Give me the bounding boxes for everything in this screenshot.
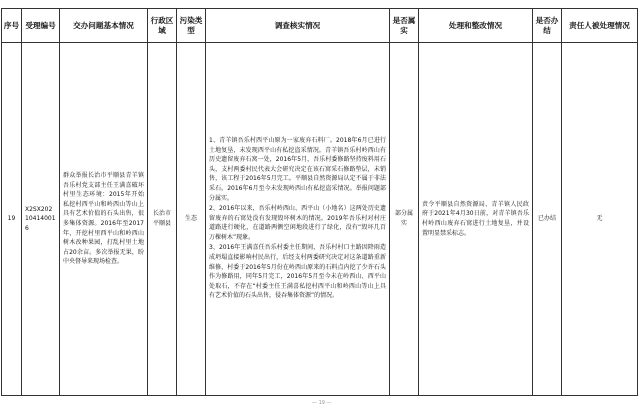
header-survey: 调查核实情况 xyxy=(206,9,390,43)
page-number: — 19 — xyxy=(312,400,332,406)
header-row xyxy=(2,9,638,43)
cell-problem: 群众举报长治市平顺县青羊镇吾乐村党支部主任王满喜破坏村里生态环境：2015年开始私挖村西平山和岭西山等山上具有艺术价值的石头出售，很多集体资源。2016年至2017年，开挖村里西平山和岭西山树木改种果园，打乱村里土地占20余亩。多次举报无果，盼中央督导来现场检查。 xyxy=(60,43,148,396)
cell-seq: 19 xyxy=(2,43,22,396)
header-handling: 处理和整改情况 xyxy=(419,9,533,43)
header-id: 受理编号 xyxy=(22,9,60,43)
header-problem: 交办问题基本情况 xyxy=(60,9,148,43)
cell-id: X2SX202104140016 xyxy=(22,43,60,396)
header-person: 责任人被处理情况 xyxy=(562,9,638,43)
cell-fact: 部分属实 xyxy=(390,43,419,396)
header-closed: 是否办结 xyxy=(533,9,562,43)
header-fact: 是否属实 xyxy=(390,9,419,43)
cell-closed: 已办结 xyxy=(533,43,562,396)
cell-type: 生态 xyxy=(177,43,206,396)
header-area: 行政区域 xyxy=(148,9,177,43)
header-seq: 序号 xyxy=(2,9,22,43)
cell-survey xyxy=(206,43,390,396)
table-row xyxy=(2,43,638,396)
cell-person: 无 xyxy=(562,43,638,396)
survey-paragraph-2: 2、2016年以来，吾乐村岭西山、西平山（小地名）这两处历史遗留废弃的石窝处没有发现毁坏树木的情况。2019年吾乐村对村庄道路进行硬化，在道路两侧空闲地段进行了绿化，没有“毁坏几百万棵树木”现象。 xyxy=(209,205,386,241)
issue-table xyxy=(1,8,638,396)
cell-handling: 责令平顺县自然资源局、青羊镇人民政府于2021年4月30日前，对青羊镇吾乐村岭西山废弃石窝进行土地复垦，并设置明显禁采标志。 xyxy=(419,43,533,396)
survey-paragraph-3: 3、2016年王满喜任吾乐村委主任期间，吾乐村村口主路因降雨造成坍塌直接影响村民出行，后经支村两委研究决定对这条道路重新维修，村委于2016年5月份在岭西山原来的石料点内挖了少许石头作为修路用，同年5月完工，2016年5月至今未在岭西山、西平山处取石，不存在“村委主任王满喜私挖村西平山和岭西山等山上具有艺术价值的石头出售，侵吞集体资源”的情况。 xyxy=(209,244,386,300)
header-type: 污染类型 xyxy=(177,9,206,43)
survey-paragraph-1: 1、青羊镇吾乐村西平山原为一家废弃石料厂。2018年6月已进行土地复垦，未发现西平山有私挖盗采情况。青羊镇吾乐村岭西山有历史遗留废弃石窝一处，2016年5月，吾乐村委修路坚持废料用石头，支村两委村民代表大会研究决定在该石窝采石修路垫层，未销售，该工程于2016年5月完工。平顺县自然资源局认定不属于非法采石。2016年6月至今未发现岭西山有私挖盗采情况。举报问题部分属实。 xyxy=(209,136,386,202)
cell-area: 长治市平顺县 xyxy=(148,43,177,396)
